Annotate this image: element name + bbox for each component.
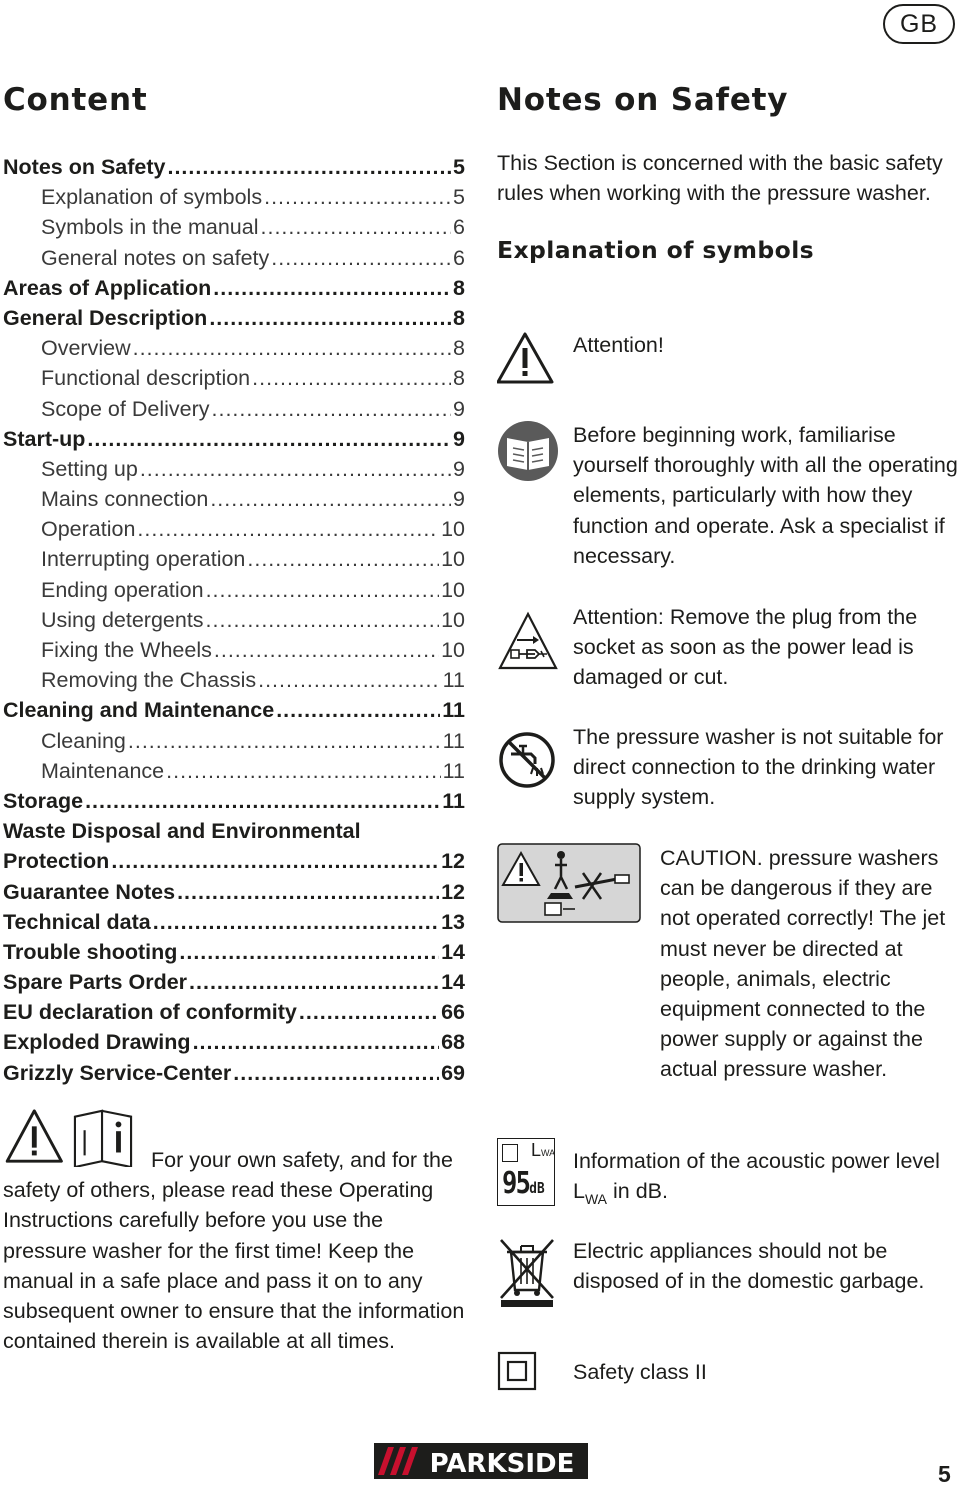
toc-leader-dots (261, 212, 452, 242)
toc-entry-title: Fixing the Wheels (41, 638, 212, 662)
parkside-logo (372, 1441, 590, 1481)
toc-entry-page: 11 (442, 758, 465, 783)
toc-entry (3, 937, 465, 967)
toc-entry-page: 14 (441, 970, 465, 995)
notes-column (497, 78, 960, 270)
toc-entry-page: 9 (453, 487, 465, 512)
toc-entry-title: Using detergents (41, 607, 204, 632)
toc-leader-dots (247, 544, 439, 574)
notes-intro: This Section is concerned with the basic safety rules when working with the pressure washer. (497, 151, 943, 206)
symbol-water-text: The pressure washer is not suitable for direct connection to the drinking water supply system. (573, 725, 944, 810)
toc-entry (3, 1058, 465, 1088)
symbol-attention-text: Attention! (573, 333, 664, 357)
toc-leader-dots (153, 907, 439, 937)
toc-entry-page: 5 (453, 155, 465, 179)
toc-entry-page: 9 (453, 396, 465, 421)
toc-leader-dots (276, 695, 440, 725)
toc-entry (3, 1027, 465, 1057)
toc-entry-page: 12 (441, 849, 465, 874)
warning-and-manual-icons (3, 1107, 143, 1167)
safety-intro (3, 1107, 468, 1356)
toc-entry-title: EU declaration of conformity (3, 1000, 297, 1025)
toc-entry-title: General Description (3, 305, 208, 330)
toc-entry-title: Exploded Drawing (3, 1030, 191, 1055)
toc-leader-dots (140, 454, 451, 484)
toc-entry-page: 69 (441, 1060, 465, 1085)
toc-entry-title: Operation (41, 517, 136, 542)
toc-entry-title: Explanation of symbols (41, 185, 263, 210)
toc-leader-dots (271, 243, 451, 273)
toc-entry-title: Guarantee Notes (3, 879, 176, 904)
toc-entry-title: Mains connection (41, 487, 209, 512)
toc-entry (3, 877, 465, 907)
toc-entry (3, 243, 465, 273)
toc-entry (3, 333, 465, 363)
toc-leader-dots (206, 605, 440, 635)
toc-leader-dots (87, 424, 451, 454)
toc-entry (3, 484, 465, 514)
toc-entry-page: 10 (441, 607, 465, 632)
toc-entry-page: 10 (441, 517, 465, 542)
toc-entry-page: 14 (441, 939, 465, 964)
content-column (3, 78, 465, 1088)
toc-leader-dots (214, 635, 439, 665)
toc-entry-page: 9 (453, 426, 465, 451)
toc-entry (3, 454, 465, 484)
symbol-caution-text: CAUTION. pressure washers can be dangerous if they are not operated correctly! The jet must never be directed at people, animals, electric equipment connected to the power supply or against the actual pressure washer. (660, 846, 946, 1082)
toc-entry (3, 363, 465, 393)
toc-entry-page: 11 (442, 728, 465, 753)
toc-entry-page: 9 (453, 456, 465, 481)
toc-entry-title: Setting up (41, 456, 138, 481)
notes-heading: Notes on Safety (497, 82, 789, 118)
toc-entry (3, 846, 465, 876)
toc-entry-title: Scope of Delivery (41, 396, 210, 421)
toc-leader-dots (128, 726, 441, 756)
toc-entry-page: 11 (442, 698, 465, 723)
toc-entry-title: Ending operation (41, 577, 204, 602)
table-of-contents (3, 152, 465, 1088)
safety-intro-text: For your own safety, and for the safety of others, please read these Operating Instructions carefully before you use the pressure washer for the first time! Keep the manual in a safe place and pass it on to any subsequent owner to ensure that the information contained therein is available at all times. (3, 1148, 465, 1354)
toc-leader-dots (213, 273, 451, 303)
toc-leader-dots (299, 997, 439, 1027)
toc-entry (3, 786, 465, 816)
toc-leader-dots (111, 846, 439, 876)
toc-entry-title: Removing the Chassis (41, 668, 257, 693)
toc-entry-page: 10 (441, 547, 465, 572)
toc-leader-dots (210, 484, 451, 514)
symbol-manual-text: Before beginning work, familiarise yourself thoroughly with all the operating elements, particularly with how they function and operate. Ask a specialist if necessary. (573, 423, 958, 568)
toc-entry-title: Cleaning and Maintenance (3, 698, 275, 723)
language-badge: GB (883, 4, 955, 44)
svg-text:PARKSIDE: PARKSIDE (429, 1449, 575, 1479)
acoustic-label-l: LWA (531, 1140, 556, 1160)
toc-entry (3, 394, 465, 424)
toc-entry-page: 8 (453, 305, 465, 330)
toc-entry-page: 11 (442, 788, 465, 813)
warning-triangle-icon (497, 330, 557, 386)
toc-entry (3, 756, 465, 786)
toc-entry-page: 66 (441, 1000, 465, 1025)
toc-leader-dots (137, 514, 439, 544)
toc-entry (3, 212, 465, 242)
toc-entry (3, 665, 465, 695)
toc-entry-page: 68 (441, 1030, 465, 1055)
symbol-class2-text: Safety class II (573, 1360, 707, 1384)
toc-entry-title: Maintenance (41, 758, 165, 783)
read-manual-icon (497, 420, 559, 482)
toc-entry-title: Start-up (3, 426, 86, 451)
remove-plug-icon (497, 610, 559, 672)
symbol-acoustic-text: Information of the acoustic power level $L_{WA}$ in dB. (573, 1149, 940, 1208)
toc-entry-title: Trouble shooting (3, 939, 178, 964)
symbols-subheading: Explanation of symbols (497, 236, 815, 265)
toc-entry (3, 303, 465, 333)
toc-entry-title: Functional description (41, 366, 251, 391)
toc-leader-dots (166, 756, 441, 786)
toc-entry (3, 967, 465, 997)
toc-leader-dots (212, 394, 452, 424)
toc-entry (3, 726, 465, 756)
toc-entry-page: 12 (441, 879, 465, 904)
toc-entry-page: 6 (453, 245, 465, 270)
toc-entry-title: Technical data (3, 909, 151, 934)
acoustic-power-label-icon (497, 1138, 555, 1206)
symbol-plug-text: Attention: Remove the plug from the socket as soon as the power lead is damaged or cut. (573, 605, 918, 690)
toc-leader-dots (206, 575, 440, 605)
toc-leader-dots (209, 303, 451, 333)
page-number: 5 (938, 1461, 951, 1487)
toc-entry-page: 11 (442, 668, 465, 693)
caution-jet-icon (497, 843, 641, 923)
toc-leader-dots (133, 333, 451, 363)
toc-entry (3, 816, 465, 846)
toc-entry-page: 8 (453, 366, 465, 391)
toc-entry-title: Grizzly Service-Center (3, 1060, 232, 1085)
toc-entry (3, 605, 465, 635)
acoustic-label-grid (502, 1144, 518, 1162)
toc-entry-page: 8 (453, 336, 465, 361)
toc-entry-title: Protection (3, 849, 110, 874)
toc-leader-dots (252, 363, 451, 393)
toc-entry-title: Cleaning (41, 728, 126, 753)
toc-entry (3, 907, 465, 937)
content-heading: Content (3, 82, 148, 118)
acoustic-label-value: 95dB (502, 1166, 545, 1201)
toc-entry-title: Interrupting operation (41, 547, 246, 572)
toc-entry (3, 695, 465, 725)
toc-entry-page: 8 (453, 275, 465, 300)
crossed-bin-icon (497, 1236, 557, 1308)
toc-entry (3, 273, 465, 303)
no-drinking-water-icon (497, 730, 557, 790)
toc-entry (3, 575, 465, 605)
toc-entry (3, 182, 465, 212)
toc-entry-title: Spare Parts Order (3, 970, 188, 995)
toc-entry-title: Areas of Application (3, 275, 212, 300)
toc-entry-page: 13 (441, 909, 465, 934)
toc-entry-page: 5 (453, 185, 465, 210)
toc-entry-title: Overview (41, 336, 131, 361)
info-manual-icon (75, 1111, 131, 1167)
toc-leader-dots (177, 877, 439, 907)
warning-triangle-icon (7, 1111, 61, 1161)
toc-entry-title: Storage (3, 788, 84, 813)
safety-class-2-icon (497, 1351, 537, 1391)
toc-entry (3, 424, 465, 454)
toc-leader-dots (233, 1058, 439, 1088)
toc-entry-title: Notes on Safety (3, 155, 166, 179)
toc-entry (3, 152, 465, 182)
symbol-disposal-text: Electric appliances should not be disposed of in the domestic garbage. (573, 1239, 925, 1294)
toc-entry (3, 997, 465, 1027)
toc-entry-page: 10 (441, 577, 465, 602)
toc-leader-dots (179, 937, 439, 967)
toc-leader-dots (189, 967, 439, 997)
toc-entry-title: General notes on safety (41, 245, 270, 270)
toc-entry-title: Symbols in the manual (41, 215, 259, 240)
toc-leader-dots (193, 1027, 440, 1057)
toc-entry (3, 514, 465, 544)
toc-entry-title: Waste Disposal and Environmental (3, 819, 361, 844)
toc-leader-dots (258, 665, 441, 695)
toc-leader-dots (85, 786, 440, 816)
toc-entry (3, 544, 465, 574)
toc-entry-page: 6 (453, 215, 465, 240)
toc-entry-page: 10 (441, 638, 465, 662)
toc-entry (3, 635, 465, 665)
toc-leader-dots (167, 152, 451, 182)
toc-leader-dots (264, 182, 451, 212)
